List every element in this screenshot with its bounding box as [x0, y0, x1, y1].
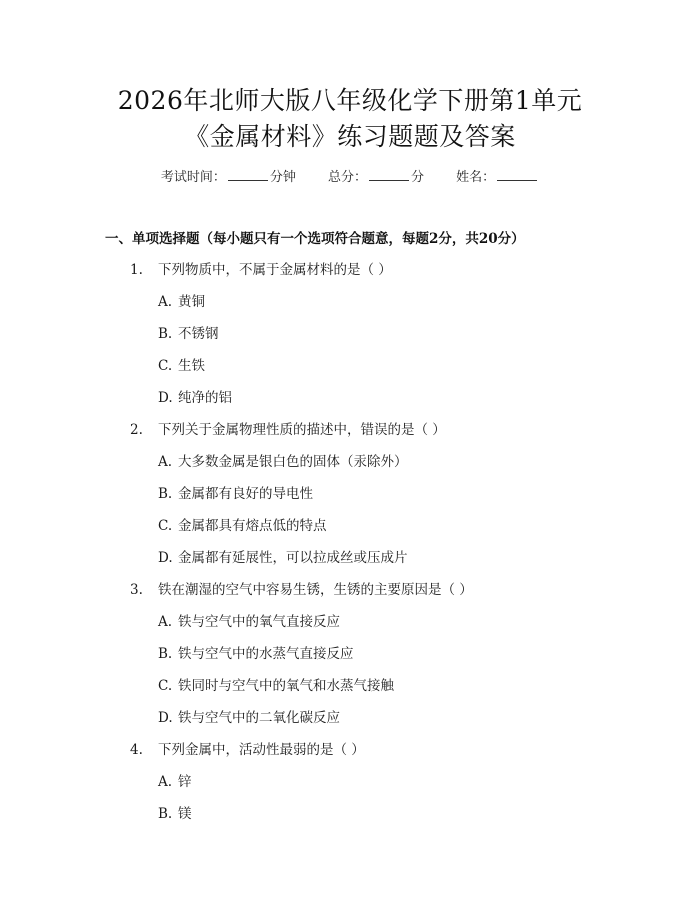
option-2a	[158, 452, 408, 472]
option-2b	[158, 484, 313, 504]
option-text: 大多数金属是银白色的固体（汞除外）	[178, 454, 408, 470]
option-letter: C.	[158, 518, 173, 534]
option-1b	[158, 324, 219, 344]
option-text: 不锈钢	[178, 326, 219, 342]
option-3d	[158, 708, 340, 728]
option-letter: D.	[158, 550, 173, 566]
option-3b	[158, 644, 354, 664]
option-text: 锌	[178, 774, 192, 790]
time-label: 考试时间：	[160, 170, 226, 185]
option-letter: B.	[158, 806, 173, 822]
question-number: 3.	[130, 582, 143, 598]
option-text: 铁与空气中的二氧化碳反应	[178, 710, 340, 726]
option-3a	[158, 612, 340, 632]
option-text: 铁与空气中的氧气直接反应	[178, 614, 340, 630]
option-text: 铁同时与空气中的氧气和水蒸气接触	[178, 678, 394, 694]
name-field	[456, 170, 539, 185]
option-letter: A.	[158, 774, 173, 790]
section-heading: 一、单项选择题（每小题只有一个选项符合题意，每题2分，共20分）	[105, 231, 525, 247]
option-4b	[158, 804, 192, 824]
title-line-2: 《金属材料》练习题题及答案	[184, 122, 516, 151]
option-4a	[158, 772, 192, 792]
option-letter: D.	[158, 710, 173, 726]
option-letter: B.	[158, 646, 173, 662]
time-unit: 分钟	[269, 170, 296, 185]
question-text: 下列关于金属物理性质的描述中，错误的是（ ）	[158, 422, 446, 438]
question-text: 下列物质中，不属于金属材料的是（ ）	[158, 262, 392, 278]
option-2c	[158, 516, 327, 536]
score-unit: 分	[411, 170, 425, 185]
name-label: 姓名：	[456, 170, 496, 185]
question-number: 1.	[130, 262, 143, 278]
option-3c	[158, 676, 394, 696]
option-letter: D.	[158, 390, 173, 406]
option-letter: A.	[158, 614, 173, 630]
option-text: 黄铜	[178, 294, 205, 310]
option-1a	[158, 292, 205, 312]
option-letter: C.	[158, 358, 173, 374]
option-text: 镁	[178, 806, 192, 822]
question-1	[130, 260, 392, 280]
question-4	[130, 740, 365, 760]
question-number: 2.	[130, 422, 143, 438]
option-letter: C.	[158, 678, 173, 694]
option-letter: B.	[158, 486, 173, 502]
option-1d	[158, 388, 232, 408]
score-label: 总分：	[327, 170, 367, 185]
option-text: 金属都有良好的导电性	[178, 486, 313, 502]
question-3	[130, 580, 473, 600]
option-letter: A.	[158, 454, 173, 470]
option-text: 金属都有延展性，可以拉成丝或压成片	[178, 550, 408, 566]
score-field	[328, 170, 428, 185]
option-text: 生铁	[178, 358, 205, 374]
option-text: 纯净的铝	[178, 390, 232, 406]
time-field	[161, 170, 300, 185]
time-blank	[228, 168, 268, 181]
option-letter: A.	[158, 294, 173, 310]
score-blank	[369, 168, 409, 181]
question-number: 4.	[130, 742, 143, 758]
name-blank	[497, 168, 537, 181]
question-text: 下列金属中，活动性最弱的是（ ）	[158, 742, 365, 758]
question-text: 铁在潮湿的空气中容易生锈，生锈的主要原因是（ ）	[158, 582, 473, 598]
option-text: 金属都具有熔点低的特点	[178, 518, 327, 534]
option-2d	[158, 548, 408, 568]
option-letter: B.	[158, 326, 173, 342]
option-1c	[158, 356, 205, 376]
exam-info-row	[0, 168, 700, 187]
option-text: 铁与空气中的水蒸气直接反应	[178, 646, 354, 662]
question-2	[130, 420, 446, 440]
title-line-1: 2026年北师大版八年级化学下册第1单元	[117, 86, 583, 115]
